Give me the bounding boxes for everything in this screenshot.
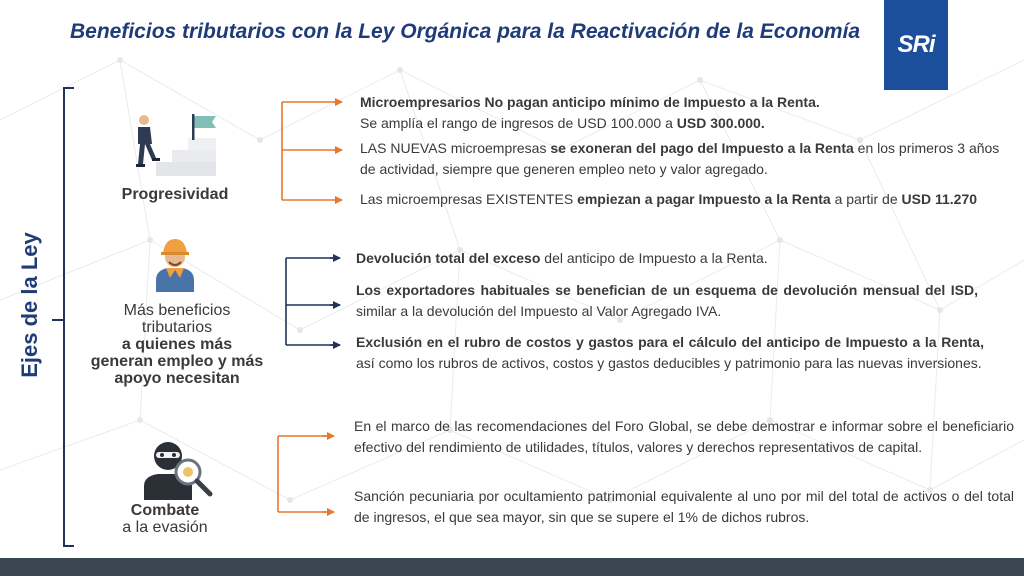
axis-label-text: Ejes de la Ley: [17, 232, 42, 378]
beneficios-label-line2: tributarios: [141, 319, 213, 336]
item-1-line2-bold: USD 300.000.: [676, 115, 765, 131]
construction-worker-icon: [148, 236, 202, 292]
item-3-pre: Las microempresas EXISTENTES: [360, 191, 578, 207]
progresividad-bracket: [282, 102, 340, 200]
combate-item-2: Sanción pecuniaria por ocultamiento patrimonial equivalente al uno por mil del total de activos o del total de ingresos, el que sea mayor, sin que se supere el 1% de dichos rubros.: [354, 488, 1014, 525]
main-bracket: [64, 88, 74, 546]
item-3-mid: a partir de: [830, 191, 902, 207]
item-1-line1: Microempresarios No pagan anticipo mínimo de Impuesto a la Renta.: [360, 94, 820, 110]
item-6-bold: Exclusión en el rubro de costos y gastos para el cálculo del anticipo de Impuesto a la Renta,: [356, 334, 984, 350]
beneficios-item-2: [356, 280, 978, 322]
item-2-post: en los primeros 3 años de actividad, siempre que generen empleo neto y valor agregado.: [360, 140, 1000, 177]
thief-magnifying-glass-icon: [140, 436, 218, 500]
beneficios-item-3: [356, 332, 984, 374]
beneficios-item-1: [356, 248, 996, 269]
item-2-bold: se exoneran del pago del Impuesto a la Renta: [550, 140, 854, 156]
item-1-line2: [360, 113, 1000, 134]
footer-bar: [0, 558, 1024, 576]
combate-label-line1: Combate: [130, 502, 200, 519]
combate-item-1: En el marco de las recomendaciones del Foro Global, se debe demostrar e informar sobre el beneficiario efectivo del rendimiento de utilidades, títulos, valores y derechos representativos de capital.: [354, 418, 1014, 455]
combate-label: [100, 502, 230, 536]
beneficios-label-line1: Más beneficios: [123, 302, 231, 319]
combate-label-line2: a la evasión: [122, 519, 208, 536]
item-4-bold: Devolución total del exceso: [356, 250, 541, 266]
item-4-post: del anticipo de Impuesto a la Renta.: [540, 250, 768, 266]
businessman-climbing-stairs-flag-icon: [134, 112, 224, 176]
item-3-bold2: USD 11.270: [901, 191, 978, 207]
item-5-bold: Los exportadores habituales se benefician de un esquema de devolución mensual del ISD,: [356, 282, 978, 298]
item-2-pre: LAS NUEVAS microempresas: [360, 140, 551, 156]
progresividad-label: [110, 186, 240, 203]
combate-bracket: [278, 436, 326, 512]
item-1-line2-text: Se amplía el rango de ingresos de USD 100.000 a: [360, 115, 677, 131]
page-title: Beneficios tributarios con la Ley Orgánica para la Reactivación de la Economía: [70, 20, 861, 43]
beneficios-bracket: [286, 258, 334, 345]
beneficios-label-line3: a quienes más: [121, 336, 233, 353]
beneficios-label: [84, 302, 270, 387]
beneficios-label-line5: apoyo necesitan: [114, 370, 240, 387]
item-5-post: similar a la devolución del Impuesto al Valor Agregado IVA.: [356, 303, 722, 319]
progresividad-label-text: Progresividad: [121, 186, 229, 203]
item-3-bold: empiezan a pagar Impuesto a la Renta: [577, 191, 831, 207]
progresividad-item-3: [360, 189, 1020, 210]
item-6-post: así como los rubros de activos, costos y gastos deducibles y patrimonio para las nuevas inversiones.: [356, 355, 982, 371]
progresividad-item-2: [360, 138, 1000, 180]
logo-text: SRi: [897, 31, 935, 58]
progresividad-item-1: [360, 92, 1000, 134]
beneficios-label-line4: generan empleo y más: [90, 353, 264, 370]
